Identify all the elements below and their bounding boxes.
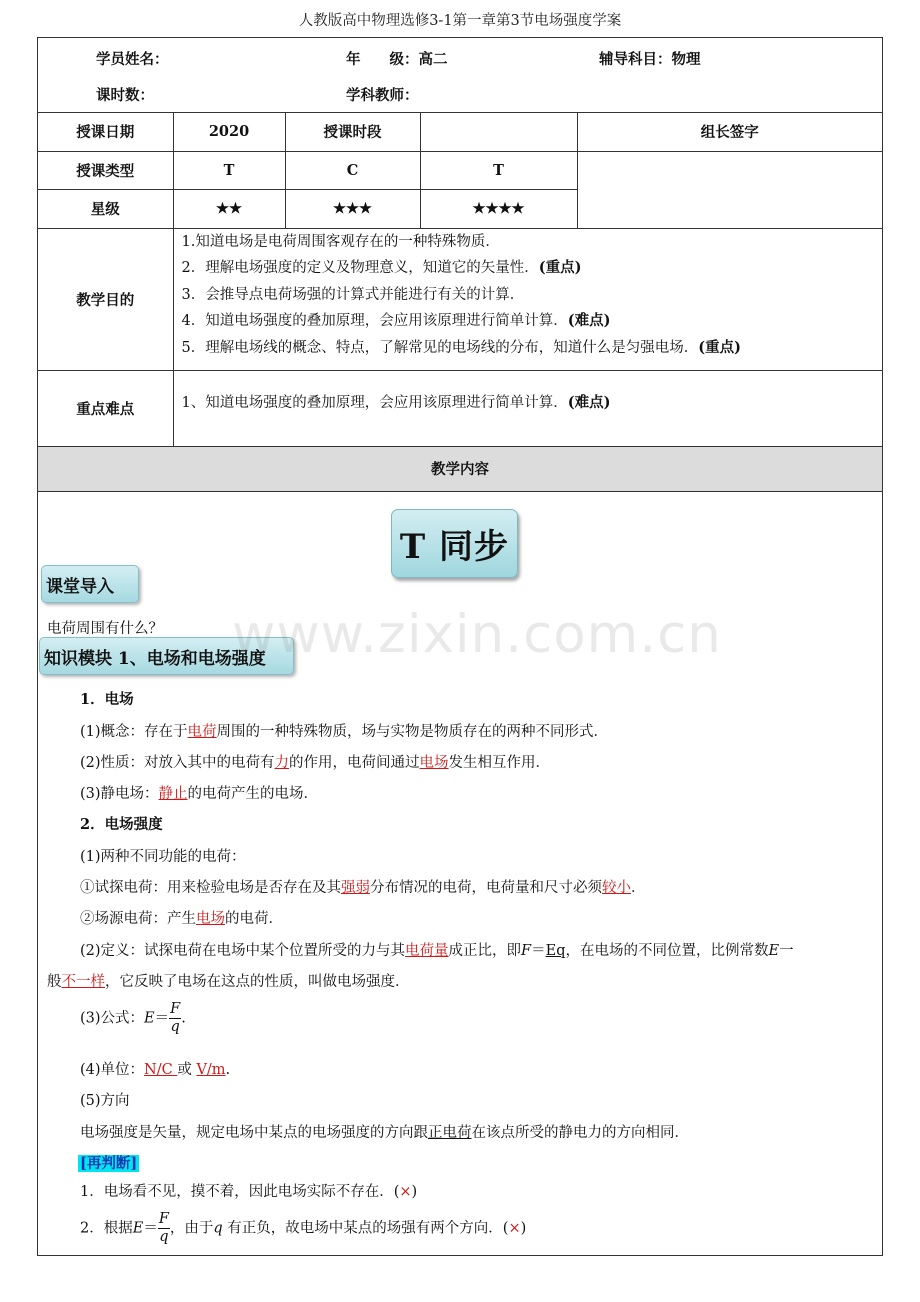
- section-heading-strength: 2．电场强度: [80, 816, 163, 833]
- lesson-sheet: [37, 37, 883, 1256]
- knowledge-module-badge: 知识模块 1、电场和电场强度: [39, 637, 294, 675]
- teaching-content-banner: 教学内容: [38, 446, 882, 491]
- lesson-content: [38, 493, 882, 1253]
- student-name-label: 学员姓名：: [96, 51, 169, 68]
- class-hours-label: 课时数：: [96, 87, 154, 104]
- lesson-info-table: [38, 38, 882, 492]
- star-level-label: 星级: [38, 189, 173, 228]
- goal-item: 5．理解电场线的概念、特点，了解常见的电场线的分布，知道什么是匀强电场．(重点): [181, 338, 741, 356]
- unit-line: (4)单位：N/C 或 V/m.: [80, 1062, 231, 1078]
- concept-line: (1)概念：存在于电荷周围的一种特殊物质，场与实物是物质存在的两种不同形式．: [80, 724, 609, 740]
- star-level-3: ★★★★: [420, 189, 577, 228]
- cross-mark-icon: ×: [399, 1184, 412, 1200]
- student-info-cell: [38, 38, 882, 112]
- leader-sign-label: 组长签字: [577, 112, 882, 151]
- subject-value: 物理: [671, 51, 701, 68]
- lesson-type-t2: T: [420, 151, 577, 189]
- sync-badge: T 同步: [391, 509, 518, 578]
- date-value: 2020: [173, 112, 285, 151]
- goal-item: 3．会推导点电荷场强的计算式并能进行有关的计算．: [181, 286, 525, 303]
- lesson-type-c: C: [285, 151, 420, 189]
- judge-fraction: $\frac{F}{q}$: [158, 1211, 169, 1245]
- section-heading-field: 1．电场: [80, 691, 134, 708]
- judge-item-1: 1．电场看不见，摸不着，因此电场实际不存在．(×): [80, 1184, 418, 1200]
- source-charge-line: ②场源电荷：产生电场的电荷．: [80, 911, 283, 927]
- star-level-2: ★★★: [285, 189, 420, 228]
- intro-question: 电荷周围有什么？: [47, 621, 163, 637]
- teacher-label: 学科教师：: [346, 87, 419, 104]
- test-charge-line: ①试探电荷：用来检验电场是否存在及其强弱分布情况的电荷，电荷量和尺寸必须较小．: [80, 880, 646, 896]
- judge-item-2: 2．根据E＝ $\frac{F}{q}$ ，由于q 有正负，故电场中某点的场强有两个方向．(×): [80, 1211, 527, 1245]
- static-field-line: (3)静电场：静止的电荷产生的电场．: [80, 786, 319, 802]
- date-label: 授课日期: [38, 112, 173, 151]
- class-intro-badge: 课堂导入: [41, 565, 139, 603]
- page-header: 人教版高中物理选修3-1第一章第3节电场强度学案: [298, 13, 622, 29]
- direction-line: 电场强度是矢量，规定电场中某点的电场强度的方向跟正电荷在该点所受的静电力的方向相同．: [80, 1125, 689, 1141]
- cross-mark-icon: ×: [508, 1220, 521, 1237]
- property-line: (2)性质：对放入其中的电荷有力的作用，电荷间通过电场发生相互作用．: [80, 755, 551, 771]
- watermark: www.zixin.com.cn: [232, 604, 722, 665]
- grade-value: 高二: [418, 51, 448, 68]
- teaching-goals-label: 教学目的: [38, 228, 173, 370]
- definition-line: (2)定义：试探电荷在电场中某个位置所受的力与其电荷量成正比，即F＝Eq，在电场的不同位置，比例常数E一: [80, 943, 794, 959]
- formula-line: (3)公式：E＝ $\frac{F}{q}$ .: [80, 1001, 186, 1035]
- goal-item: 4．知道电场强度的叠加原理，会应用该原理进行简单计算．(难点): [181, 312, 611, 330]
- key-points-label: 重点难点: [38, 370, 173, 446]
- subject-label: 辅导科目：物理: [599, 51, 701, 68]
- period-label: 授课时段: [285, 112, 420, 151]
- teaching-goals-list: [173, 228, 882, 370]
- definition-line-cont: 般不一样，它反映了电场在这点的性质，叫做电场强度．: [47, 974, 410, 990]
- direction-heading: (5)方向: [80, 1093, 130, 1109]
- key-points-text: 1、知道电场强度的叠加原理，会应用该原理进行简单计算．(难点): [173, 370, 882, 446]
- leader-sign-area[interactable]: [577, 151, 882, 228]
- grade-label: 年 级：高二: [346, 51, 448, 68]
- star-level-1: ★★: [173, 189, 285, 228]
- goal-item: 2．理解电场强度的定义及物理意义，知道它的矢量性．(重点): [181, 259, 582, 277]
- period-value: [420, 112, 577, 151]
- lesson-type-label: 授课类型: [38, 151, 173, 189]
- formula-fraction: $\frac{F}{q}$: [170, 1001, 181, 1035]
- lesson-type-t1: T: [173, 151, 285, 189]
- goal-item: 1.知道电场是电荷周围客观存在的一种特殊物质．: [181, 233, 500, 250]
- rejudge-tag: [再判断]: [80, 1155, 138, 1172]
- two-charges-line: (1)两种不同功能的电荷：: [80, 849, 246, 865]
